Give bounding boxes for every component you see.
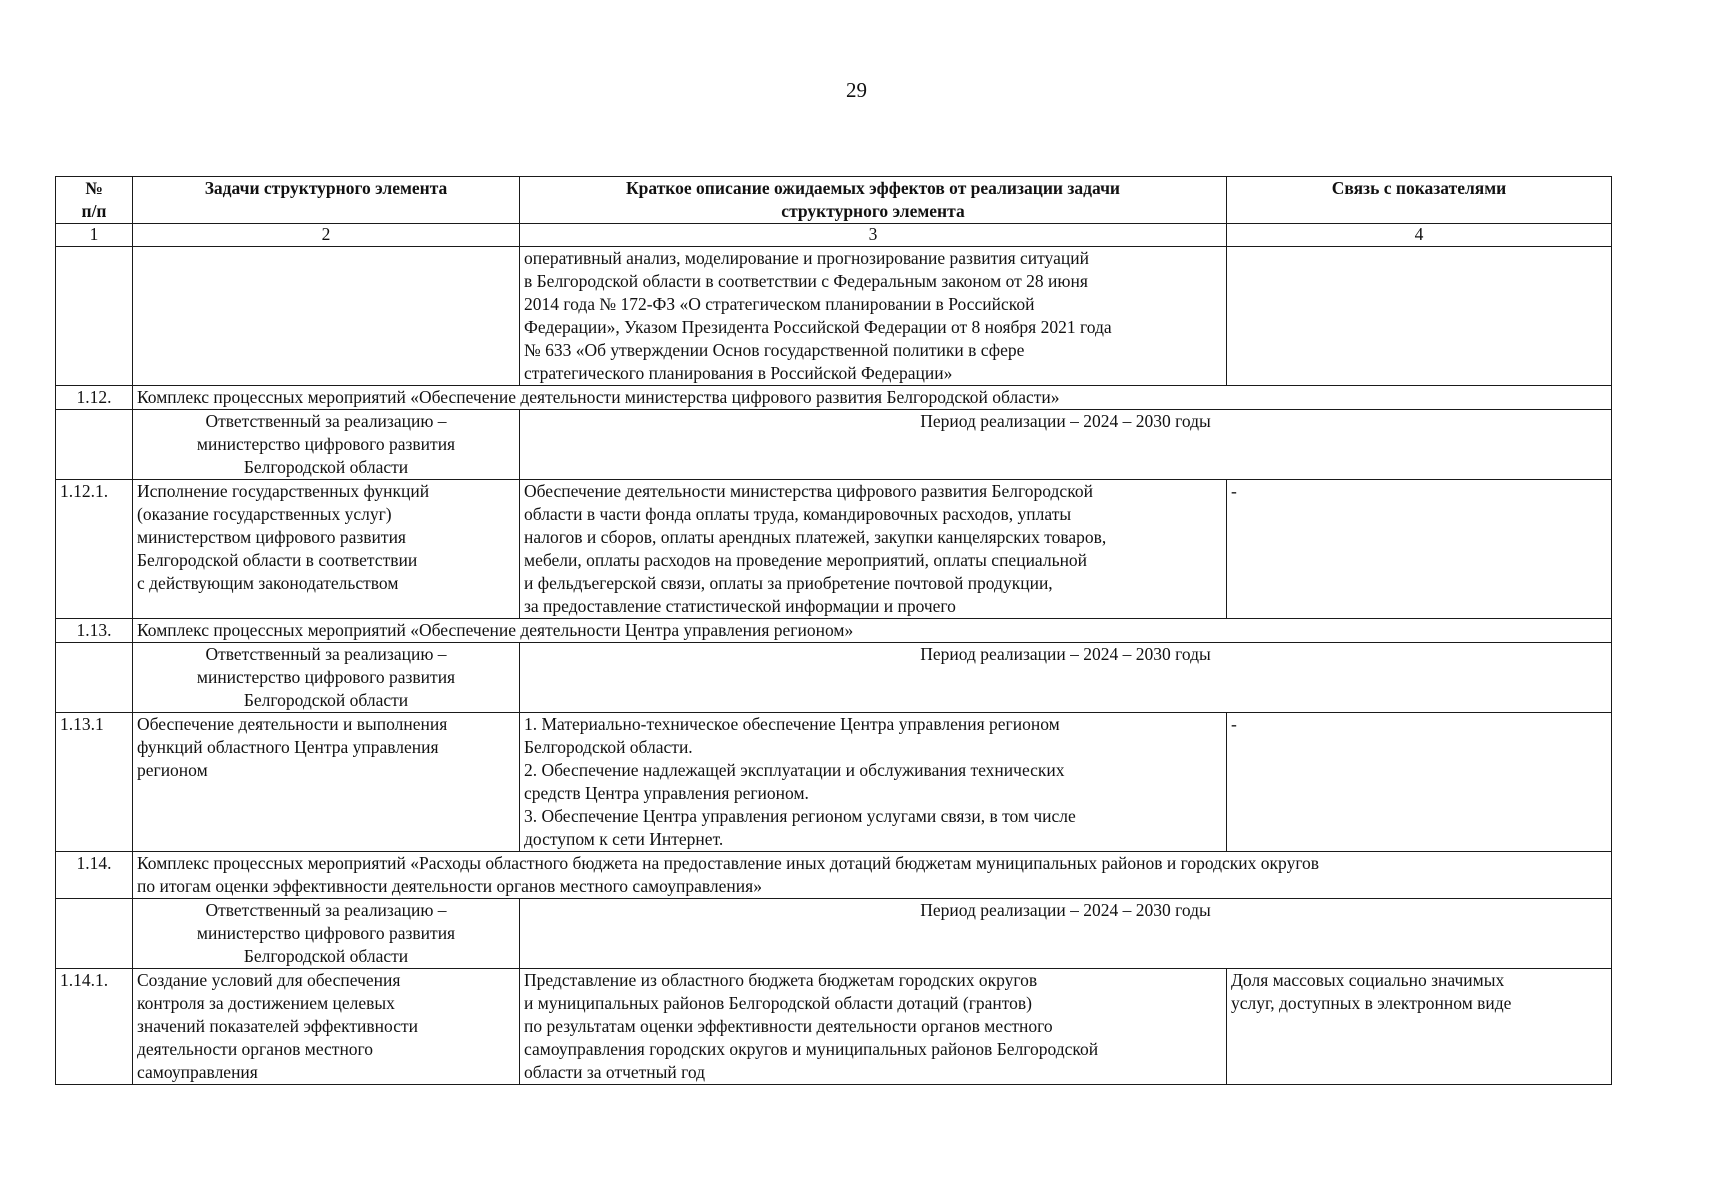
continuation-num bbox=[56, 247, 133, 386]
header-indicators: Связь с показателями bbox=[1227, 177, 1612, 224]
task-num: 1.14.1. bbox=[56, 969, 133, 1085]
section-title: Комплекс процессных мероприятий «Расходы областного бюджета на предоставление иных дотаций бюджетам муниципальных районов и городских округов по итогам оценки эффективности деятельности органов местного самоуправления» bbox=[133, 852, 1612, 899]
section-period: Период реализации – 2024 – 2030 годы bbox=[520, 410, 1612, 480]
task-indicators: - bbox=[1227, 713, 1612, 852]
task-num: 1.13.1 bbox=[56, 713, 133, 852]
continuation-indicators bbox=[1227, 247, 1612, 386]
section-num: 1.12. bbox=[56, 386, 133, 410]
header-tasks: Задачи структурного элемента bbox=[133, 177, 520, 224]
column-number-row bbox=[56, 224, 1612, 247]
section-period: Период реализации – 2024 – 2030 годы bbox=[520, 899, 1612, 969]
task-row bbox=[56, 969, 1612, 1085]
task-num: 1.12.1. bbox=[56, 480, 133, 619]
section-responsible-row bbox=[56, 410, 1612, 480]
section-title: Комплекс процессных мероприятий «Обеспечение деятельности Центра управления регионом» bbox=[133, 619, 1612, 643]
task-indicators: - bbox=[1227, 480, 1612, 619]
section-title-row bbox=[56, 619, 1612, 643]
col-number-1: 1 bbox=[56, 224, 133, 247]
task-indicators: Доля массовых социально значимых услуг, доступных в электронном виде bbox=[1227, 969, 1612, 1085]
header-effects: Краткое описание ожидаемых эффектов от реализации задачи структурного элемента bbox=[520, 177, 1227, 224]
continuation-task bbox=[133, 247, 520, 386]
col-number-4: 4 bbox=[1227, 224, 1612, 247]
structural-element-table bbox=[55, 176, 1612, 1085]
continuation-row bbox=[56, 247, 1612, 386]
task-text: Создание условий для обеспечения контроля за достижением целевых значений показателей эффективности деятельности органов местного самоуправления bbox=[133, 969, 520, 1085]
section-responsible-row bbox=[56, 899, 1612, 969]
task-effects: Обеспечение деятельности министерства цифрового развития Белгородской области в части фонда оплаты труда, командировочных расходов, уплаты налогов и сборов, оплаты арендных платежей, закупки канцелярских товаров, мебели, оплаты расходов на проведение мероприятий, оплаты специальной и фельдъегерской связи, оплаты за приобретение почтовой продукции, за предоставление статистической информации и прочего bbox=[520, 480, 1227, 619]
task-effects: Представление из областного бюджета бюджетам городских округов и муниципальных районов Белгородской области дотаций (грантов) по результатам оценки эффективности деятельности органов местного самоуправления городских округов и муниципальных районов Белгородской области за отчетный год bbox=[520, 969, 1227, 1085]
section-period: Период реализации – 2024 – 2030 годы bbox=[520, 643, 1612, 713]
page-number: 29 bbox=[846, 78, 867, 102]
task-effects: 1. Материально-техническое обеспечение Центра управления регионом Белгородской области. 2. Обеспечение надлежащей эксплуатации и обслуживания технических средств Центра управления регионом. 3. Обеспечение Центра управления регионом услугами связи, в том числе доступом к сети Интернет. bbox=[520, 713, 1227, 852]
header-num: № п/п bbox=[56, 177, 133, 224]
section-responsible-num bbox=[56, 643, 133, 713]
section-responsible: Ответственный за реализацию – министерство цифрового развития Белгородской области bbox=[133, 643, 520, 713]
section-title-row bbox=[56, 852, 1612, 899]
section-responsible-num bbox=[56, 899, 133, 969]
section-title-row bbox=[56, 386, 1612, 410]
section-responsible: Ответственный за реализацию – министерство цифрового развития Белгородской области bbox=[133, 410, 520, 480]
section-num: 1.13. bbox=[56, 619, 133, 643]
section-responsible-row bbox=[56, 643, 1612, 713]
task-row bbox=[56, 713, 1612, 852]
col-number-2: 2 bbox=[133, 224, 520, 247]
continuation-effects: оперативный анализ, моделирование и прогнозирование развития ситуаций в Белгородской области в соответствии с Федеральным законом от 28 июня 2014 года № 172-ФЗ «О стратегическом планировании в Российской Федерации», Указом Президента Российской Федерации от 8 ноября 2021 года № 633 «Об утверждении Основ государственной политики в сфере стратегического планирования в Российской Федерации» bbox=[520, 247, 1227, 386]
task-row bbox=[56, 480, 1612, 619]
section-title: Комплекс процессных мероприятий «Обеспечение деятельности министерства цифрового развития Белгородской области» bbox=[133, 386, 1612, 410]
section-responsible: Ответственный за реализацию – министерство цифрового развития Белгородской области bbox=[133, 899, 520, 969]
header-row bbox=[56, 177, 1612, 224]
section-num: 1.14. bbox=[56, 852, 133, 899]
section-responsible-num bbox=[56, 410, 133, 480]
task-text: Обеспечение деятельности и выполнения функций областного Центра управления регионом bbox=[133, 713, 520, 852]
col-number-3: 3 bbox=[520, 224, 1227, 247]
task-text: Исполнение государственных функций (оказание государственных услуг) министерством цифрового развития Белгородской области в соответствии с действующим законодательством bbox=[133, 480, 520, 619]
